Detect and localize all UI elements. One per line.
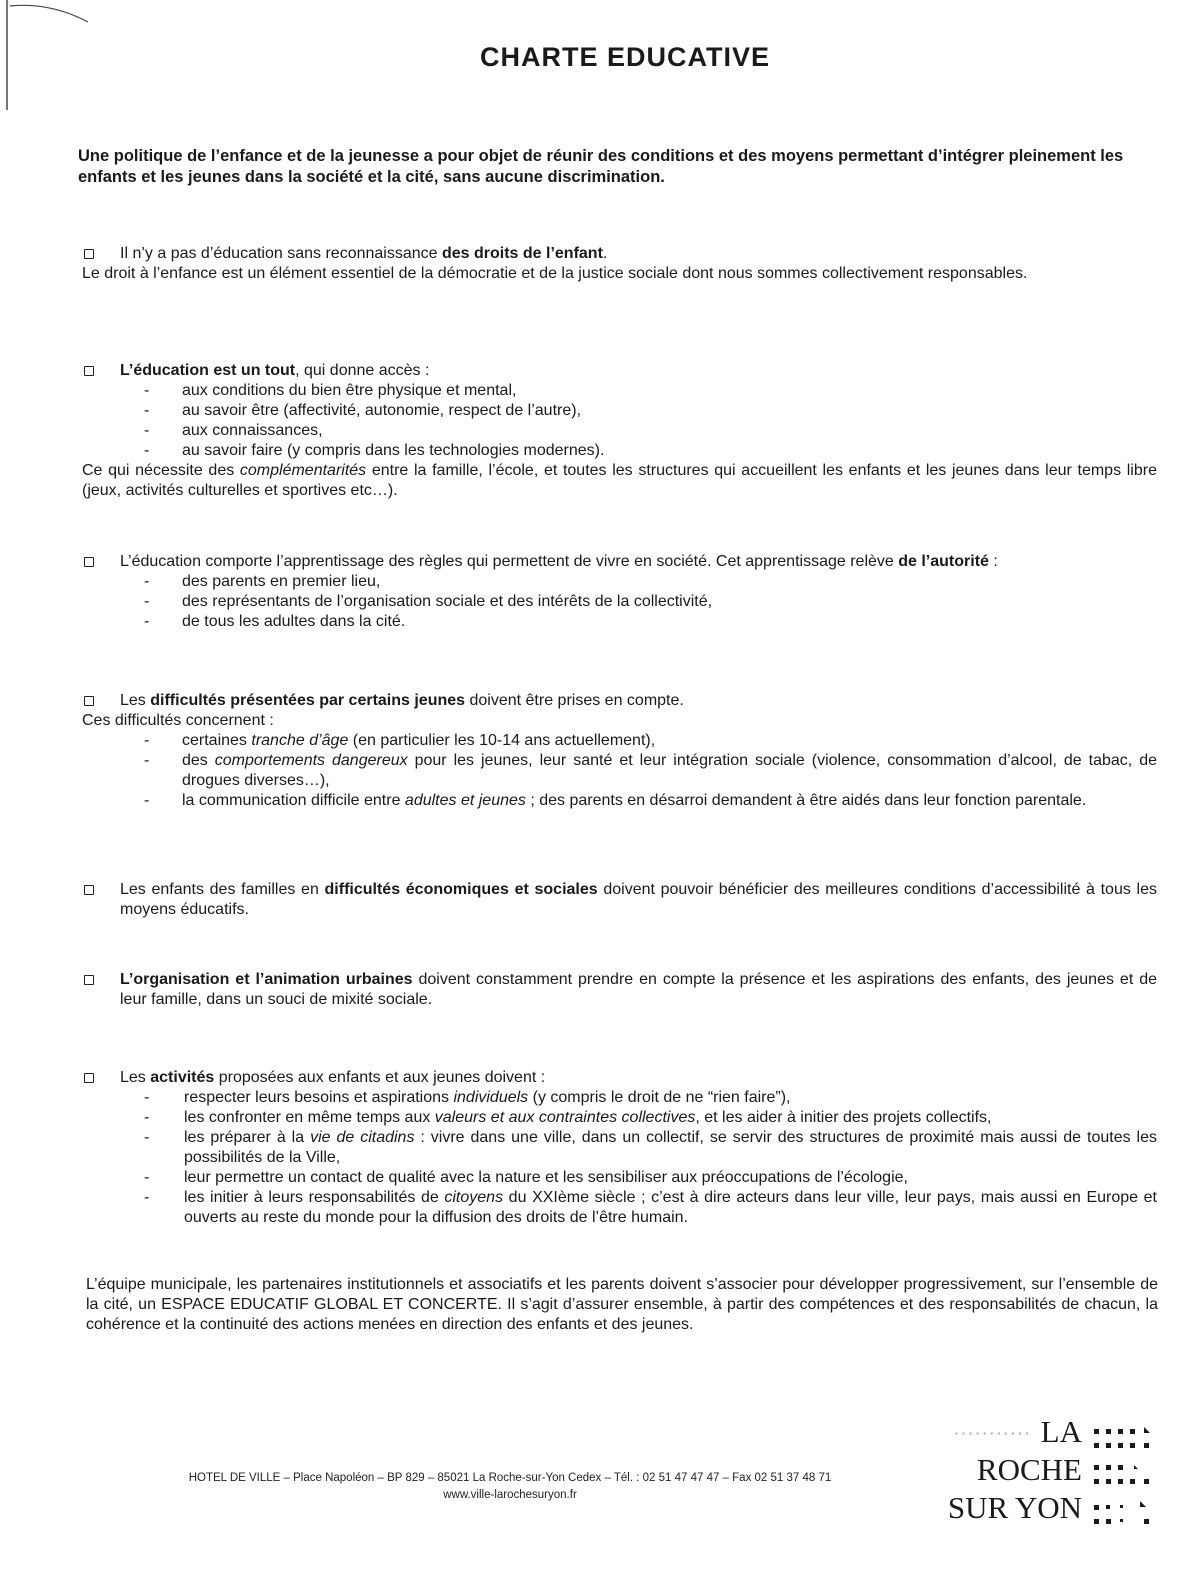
section-activites <box>82 1068 1157 1228</box>
corner-fold-mark <box>10 0 90 30</box>
section-autorite <box>82 552 1157 632</box>
checkbox-bullet-icon <box>84 975 94 985</box>
intro-paragraph: Une politique de l’enfance et de la jeunesse a pour objet de réunir des conditions et des moyens permettant d’intégrer pleinement les enfants et les jeunes dans la société et la cité, sans aucune discrimination. <box>78 147 1124 186</box>
page-title: CHARTE EDUCATIVE <box>479 42 770 72</box>
section-heading: Les activités proposées aux enfants et aux jeunes doivent : <box>82 1068 1157 1088</box>
section-heading: L’éducation est un tout, qui donne accès : <box>82 361 1157 381</box>
section-body: Ces difficultés concernent : <box>82 712 274 729</box>
list-item: - certaines tranche d’âge (en particulier les 10-14 ans actuellement), <box>82 731 1157 751</box>
bullet-list <box>82 731 1157 811</box>
list-item: - les préparer à la vie de citadins : vivre dans une ville, dans un collectif, se servir des structures de proximité mais aussi de toutes les possibilités de la Ville, <box>82 1128 1157 1168</box>
list-item: - les initier à leurs responsabilités de citoyens du XXIème siècle ; c’est à dire acteurs dans leur ville, leur pays, mais aussi en Europe et ouverts au reste du monde pour la diffusion des droits de l’être humain. <box>82 1188 1157 1228</box>
section-body: Ce qui nécessite des complémentarités entre la famille, l’école, et toutes les structures qui accueillent les enfants et les jeunes dans leur temps libre (jeux, activités culturelles et sportives etc…). <box>82 462 1157 499</box>
checkbox-bullet-icon <box>84 885 94 895</box>
logo-line-2: ROCHE <box>976 1452 1082 1487</box>
section-difficultes-jeunes <box>82 691 1157 811</box>
list-item: - la communication difficile entre adultes et jeunes ; des parents en désarroi demandent à être aidés dans leur fonction parentale. <box>82 791 1157 811</box>
section-droits-enfant <box>82 244 1157 284</box>
city-logo <box>947 1414 1170 1575</box>
logo-dot-grid-icon <box>1090 1425 1170 1545</box>
bullet-list <box>82 572 1157 632</box>
conclusion-paragraph: L’équipe municipale, les partenaires institutionnels et associatifs et les parents doivent s’associer pour développer progressivement, sur l’ensemble de la cité, un ESPACE EDUCATIF GLOBAL ET CONCERTE. Il s’agit d’assurer ensemble, à partir des compétences et des responsabilités de chacun, la cohérence et la continuité des actions menées en direction des enfants et des jeunes. <box>86 1276 1158 1333</box>
list-item: - respecter leurs besoins et aspirations individuels (y compris le droit de ne “rien faire”), <box>82 1088 1157 1108</box>
section-heading: L’éducation comporte l’apprentissage des règles qui permettent de vivre en société. Cet apprentissage relève de l’autorité : <box>82 552 1157 572</box>
footer-website[interactable]: www.ville-larochesuryon.fr <box>443 1489 577 1501</box>
section-heading: Il n’y a pas d’éducation sans reconnaissance des droits de l’enfant. <box>82 244 1157 264</box>
logo-line-1: LA <box>1040 1414 1082 1449</box>
section-heading: Les difficultés présentées par certains jeunes doivent être prises en compte. <box>82 691 1157 711</box>
section-organisation-urbaine <box>82 970 1157 1010</box>
bullet-list <box>82 1088 1157 1228</box>
checkbox-bullet-icon <box>84 696 94 706</box>
list-item: - aux connaissances, <box>82 421 1157 441</box>
list-item: - au savoir être (affectivité, autonomie, respect de l’autre), <box>82 401 1157 421</box>
section-body: Le droit à l’enfance est un élément essentiel de la démocratie et de la justice sociale dont nous sommes collectivement responsables. <box>82 265 1028 282</box>
section-difficultes-economiques <box>82 880 1157 920</box>
section-education-tout <box>82 361 1157 501</box>
section-heading: L’organisation et l’animation urbaines doivent constamment prendre en compte la présence et les aspirations des enfants, des jeunes et de leur famille, dans un souci de mixité sociale. <box>82 970 1157 1010</box>
section-heading: Les enfants des familles en difficultés économiques et sociales doivent pouvoir bénéficier des meilleures conditions d’accessibilité à tous les moyens éducatifs. <box>82 880 1157 920</box>
list-item: - au savoir faire (y compris dans les technologies modernes). <box>82 441 1157 461</box>
list-item: - de tous les adultes dans la cité. <box>82 612 1157 632</box>
checkbox-bullet-icon <box>84 249 94 259</box>
logo-watermark: ▪ ▪ ▪ ▪ ▪ ▪ ▪ ▪ ▪ ▪ ▪ <box>955 1429 1030 1438</box>
list-item: - les confronter en même temps aux valeurs et aux contraintes collectives, et les aider à initier des projets collectifs, <box>82 1108 1157 1128</box>
bullet-list <box>82 381 1157 461</box>
list-item: - aux conditions du bien être physique et mental, <box>82 381 1157 401</box>
footer <box>180 1470 840 1504</box>
footer-address: HOTEL DE VILLE – Place Napoléon – BP 829 – 85021 La Roche-sur-Yon Cedex – Tél. : 02 51 47 47 47 – Fax 02 51 37 48 71 <box>188 1472 832 1484</box>
checkbox-bullet-icon <box>84 1073 94 1083</box>
checkbox-bullet-icon <box>84 557 94 567</box>
list-item: - des représentants de l’organisation sociale et des intérêts de la collectivité, <box>82 592 1157 612</box>
list-item: - des parents en premier lieu, <box>82 572 1157 592</box>
list-item: - leur permettre un contact de qualité avec la nature et les sensibiliser aux préoccupations de l’écologie, <box>82 1168 1157 1188</box>
list-item: - des comportements dangereux pour les jeunes, leur santé et leur intégration sociale (violence, consommation d’alcool, de tabac, de drogues diverses…), <box>82 751 1157 791</box>
logo-line-3: SUR YON <box>947 1490 1082 1525</box>
checkbox-bullet-icon <box>84 366 94 376</box>
